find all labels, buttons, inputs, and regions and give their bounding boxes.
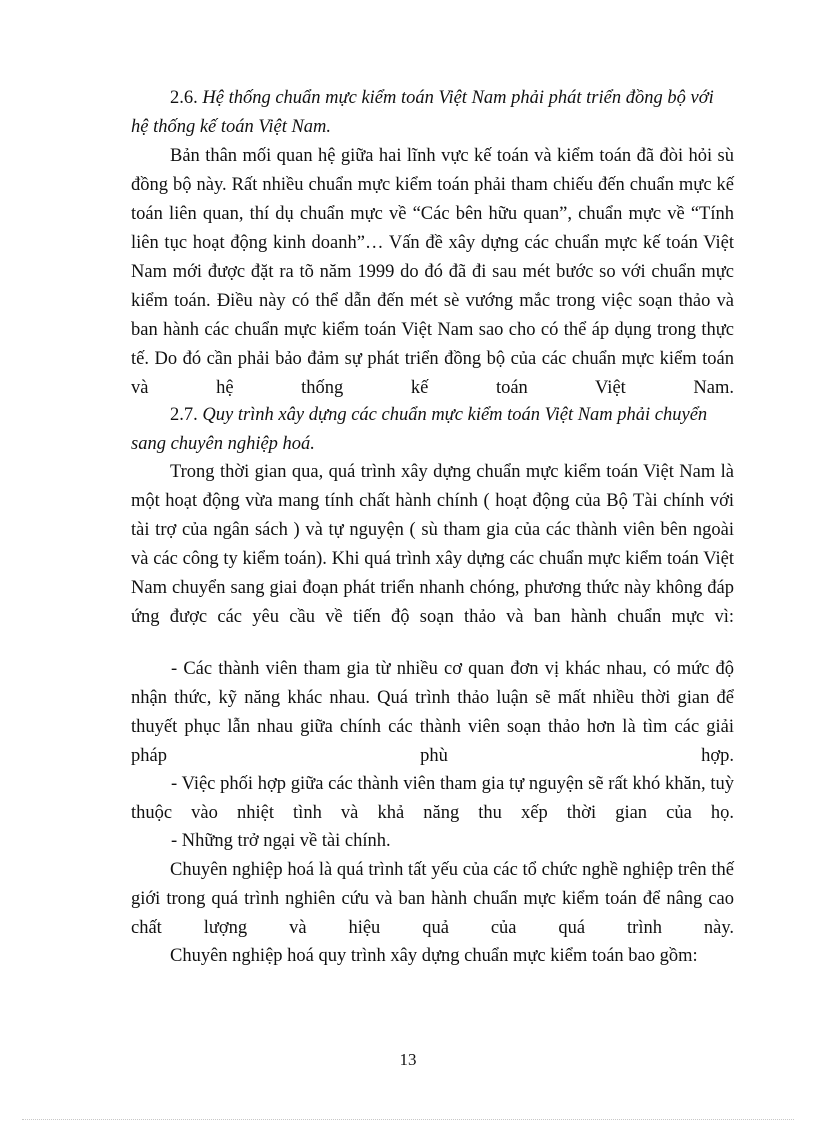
section-heading-2-6 bbox=[131, 84, 734, 142]
page-number: 13 bbox=[399, 1050, 417, 1069]
heading-text: Hệ thống chuẩn mực kiểm toán Việt Nam phải phát triển đồng bộ với hệ thống kế toán Việt Nam. bbox=[131, 88, 714, 137]
section-heading-2-7 bbox=[131, 401, 734, 459]
paragraph: Chuyên nghiệp hoá là quá trình tất yếu của các tổ chức nghề nghiệp trên thế giới trong quá trình nghiên cứu và ban hành chuẩn mực kiểm toán để nâng cao chất lượng và hiệu quả của quá trình này. bbox=[131, 860, 734, 938]
paragraph: Chuyên nghiệp hoá quy trình xây dựng chuẩn mực kiểm toán bao gồm: bbox=[170, 946, 698, 966]
heading-text: Quy trình xây dựng các chuẩn mực kiểm toán Việt Nam phải chuyển sang chuyên nghiệp hoá. bbox=[131, 405, 708, 454]
paragraph: Trong thời gian qua, quá trình xây dựng chuẩn mực kiểm toán Việt Nam là một hoạt động vừa mang tính chất hành chính ( hoạt động của Bộ Tài chính với tài trợ của ngân sách ) và tự nguyện ( sù tham gia của các thành viên bên ngoài và các công ty kiểm toán). Khi quá trình xây dựng các chuẩn mực kiểm toán Việt Nam chuyển sang giai đoạn phát triển nhanh chóng, phương thức này không đáp ứng được các yêu cầu về tiến độ soạn thảo và ban hành chuẩn mực vì: bbox=[131, 462, 734, 627]
paragraph: Bản thân mối quan hệ giữa hai lĩnh vực kế toán và kiểm toán đã đòi hỏi sù đồng bộ này. Rất nhiều chuẩn mực kiểm toán phải tham chiếu đến chuẩn mực kế toán liên quan, thí dụ chuẩn mực về “Các bên hữu quan”, chuẩn mực về “Tính liên tục hoạt động kinh doanh”… Vấn đề xây dựng các chuẩn mực kế toán Việt Nam mới được đặt ra tõ năm 1999 do đó đã đi sau mét bước so với chuẩn mực kiểm toán. Điều này có thể dẫn đến mét sè vướng mắc trong việc soạn thảo và ban hành các chuẩn mực kiểm toán Việt Nam sao cho có thể áp dụng trong thực tế. Do đó cần phải bảo đảm sự phát triển đồng bộ của các chuẩn mực kiểm toán và hệ thống kế toán Việt Nam. bbox=[131, 146, 734, 398]
heading-number: 2.7. bbox=[170, 405, 198, 425]
footer-divider bbox=[22, 1119, 794, 1120]
bullet-item: - Các thành viên tham gia từ nhiều cơ quan đơn vị khác nhau, có mức độ nhận thức, kỹ năng khác nhau. Quá trình thảo luận sẽ mất nhiều thời gian để thuyết phục lẫn nhau giữa chính các thành viên soạn thảo hơn là tìm các giải pháp phù hợp. bbox=[131, 659, 734, 766]
heading-number: 2.6. bbox=[170, 88, 198, 108]
bullet-item: - Việc phối hợp giữa các thành viên tham gia tự nguyện sẽ rất khó khăn, tuỳ thuộc vào nhiệt tình và khả năng thu xếp thời gian của họ. bbox=[131, 774, 734, 823]
bullet-item: - Những trở ngại về tài chính. bbox=[171, 831, 391, 851]
